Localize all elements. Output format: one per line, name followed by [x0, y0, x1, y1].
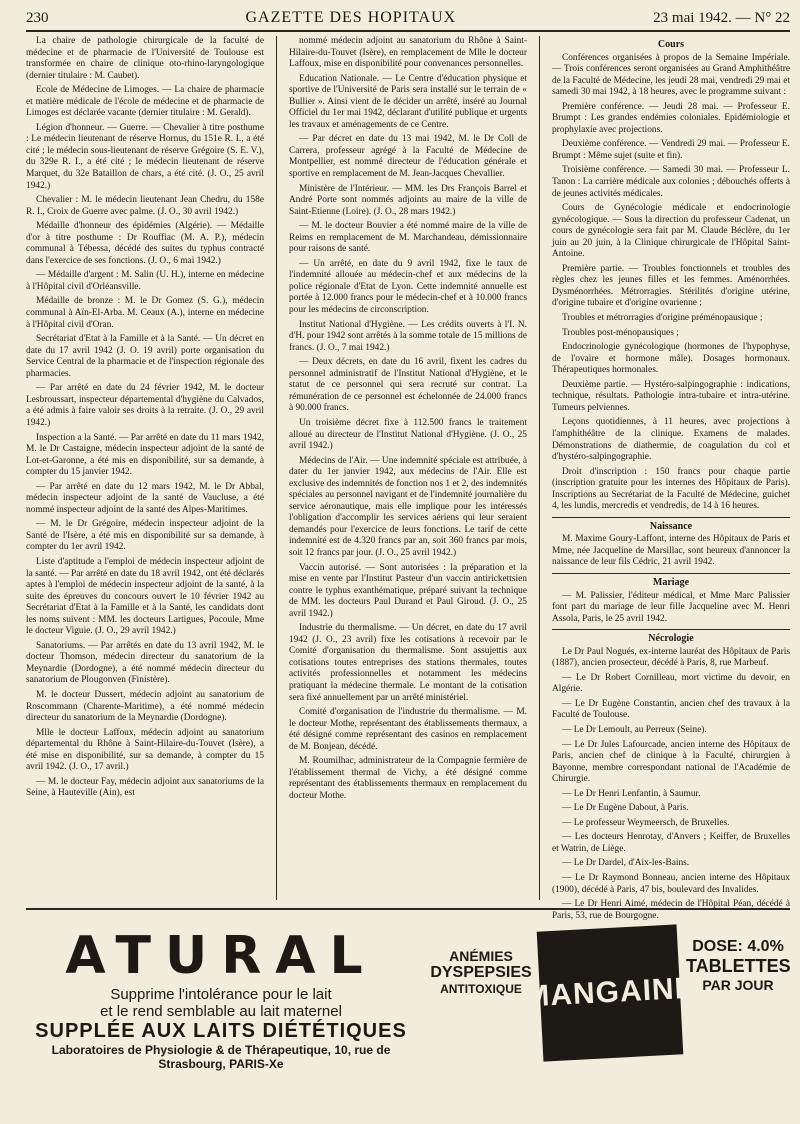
- article-paragraph: Education Nationale. — Le Centre d'éducation physique et sportive de l'Université de Paris sera installé sur le terrain de « Bullier ». Ainsi vient de le décider un arrêté, inséré au Journal Officiel du 1er mai 1942, déclarant d'utilité publique et urgents les travaux et aménagements de ce Centre.: [288, 73, 527, 130]
- article-paragraph: Sanatoriums. — Par arrêtés en date du 13 avril 1942, M. le docteur Thomson, médecin directeur du sanatorium de la Meynardie (Dordogne), a été nommé médecin directeur du sanatorium de Plougonven (Finistère).: [26, 640, 265, 686]
- section-separator: [552, 573, 790, 574]
- section-separator: [552, 629, 790, 630]
- advertisement-band: [26, 908, 790, 1074]
- section-separator: [552, 517, 790, 518]
- article-columns: [26, 36, 790, 921]
- section-heading-naissance: Naissance: [649, 520, 693, 532]
- article-paragraph: Ecole de Médecine de Limoges. — La chaire de pharmacie et matière médicale de l'école de médecine et de pharmacie de Limoges est déclarée vacante (dernier titulaire : M. Gerald).: [26, 85, 265, 119]
- dose-line-1: DOSE: 4.0%: [692, 938, 784, 955]
- issue-date: 23 mai 1942. — N° 22: [653, 9, 790, 26]
- atural-advertisement: [26, 926, 416, 1071]
- article-paragraph: Inspection a la Santé. — Par arrêté en date du 11 mars 1942, M. le Dr Castaigne, médecin inspecteur adjoint de la santé de Lot-et-Garonne, a été mis en disponibilité, sur sa demande, à compter du 15 janvier 1942.: [26, 432, 265, 478]
- mangaine-brand: MANGAINE: [523, 971, 697, 1014]
- mangaine-advertisement: [523, 924, 697, 1061]
- mariage-section: [552, 591, 790, 626]
- article-paragraph: — M. le Dr Grégoire, médecin inspecteur adjoint de la Santé de l'Isère, a été mis en disponibilité sur sa demande, à compter du 1er avril 1942.: [26, 519, 265, 553]
- article-paragraph: Cours de Gynécologie médicale et endocrinologie gynécologique. — Sous la direction du professeur Cadenat, un cours de gynécologie sera fait par M. Claude Béclère, du 1er juin au 20 juin, à la Clinique chirurgicale de l'Hôpital Saint-Antoine.: [551, 203, 790, 260]
- dose-line-2: TABLETTES: [686, 956, 791, 976]
- section-heading-necrologie: Nécrologie: [648, 633, 694, 645]
- article-paragraph: Troisième conférence. — Samedi 30 mai. — Professeur L. Tanon : La carrière médicale aux colonies ; débouchés offerts à de jeunes activités médicales.: [551, 165, 790, 199]
- article-paragraph: — Par arrêté en date du 24 février 1942, M. le docteur Lesbroussart, inspecteur départemental d'hygiène du Calvados, a été admis à faire valoir ses droits à la retraite. (J. O., 29 avril 1942.): [26, 383, 265, 428]
- article-paragraph: — Par décret en date du 13 mai 1942, M. le Dr Coll de Carrera, professeur agrégé à la Faculté de Médecine de Montpellier, est nommé directeur de l'éducation générale et sportive en remplacement de M. Jean-Jacques Chevallier.: [288, 134, 527, 180]
- article-paragraph: Chevalier : M. le médecin lieutenant Jean Chedru, du 158e R. I., Croix de Guerre avec palme. (J. O., 30 avril 1942.): [26, 195, 265, 217]
- article-paragraph: Leçons quotidiennes, à 11 heures, avec projections à l'amphithéâtre de la clinique. Examens de malades. Démonstrations de diathermie, de coagulation du col et d'hystéro-salpingographie.: [551, 417, 790, 463]
- column-1: [26, 36, 264, 900]
- article-paragraph: Deuxième partie. — Hystéro-salpingographie : indications, technique, résultats. Pathologie intra-tubaire et intra-utérine. Tumeurs pelviennes.: [551, 379, 790, 413]
- section-heading-cours: Cours: [657, 39, 685, 50]
- article-paragraph: Légion d'honneur. — Guerre. — Chevalier à titre posthume : Le médecin lieutenant de réserve Hornus, du 151e R. I., a été cité ; le médecin sous-lieutenant de réserve Grégoire (S. E. V.), du 329e R. I., a été cité ; le médecin lieutenant de réserve Marquet, du 32e Bataillon de chars, a été cité. (J. O., 25 avril 1942.): [26, 122, 265, 191]
- article-paragraph: nommé médecin adjoint au sanatorium du Rhône à Saint-Hilaire-du-Touvet (Isère), en remplacement de Mlle le docteur Laffoux, mise en disponibilité pour convenances personnelles.: [288, 36, 527, 70]
- article-paragraph: Médecins de l'Air. — Une indemnité spéciale est attribuée, à dater du 1er janvier 1942, aux médecins de l'Air. Elle est exclusive des indemnités de fonction nos 1 et 2, des indemnités spéciales au personnel navigant et de l'indemnité journalière du service aéronautique, mais elle implique pour les intéressés l'obligation d'accomplir les services aériens qui leur seraient demandés pour l'exercice de leurs fonctions. Le tarif de cette indemnité est de 4.320 francs par an, soit 360 francs par mois, soit 12 francs par jour. (J. O., 25 avril 1942.): [288, 455, 527, 558]
- article-paragraph: — Médaille d'argent : M. Salin (U. H.), interne en médecine à l'Hôpital civil d'Orléansville.: [26, 270, 265, 292]
- article-paragraph: — Deux décrets, en date du 16 avril, fixent les cadres du personnel administratif de l'Institut National d'Hygiène, et le statut de ce personnel qui sera recruté sur contrat. La rémunération de ce personnel est échelonnée de 24.000 francs à 90.000 francs.: [288, 357, 527, 414]
- article-paragraph: Liste d'aptitude a l'emploi de médecin inspecteur adjoint de la santé. — Par arrêté en date du 18 avril 1942, ont été déclarés aptes à l'emploi de médecin inspecteur adjoint de la santé, à la suite des épreuves du concours ouvert le 10 février 1942 au Secrétariat d'Etat à la Famille et à la Santé, les candidats dont les noms suivent : MM. les docteurs Lartigues, Pocoule, Mme le docteur Viguie. (J. O., 29 avril 1942.): [26, 556, 265, 637]
- article-paragraph: Droit d'inscription : 150 francs pour chaque partie (inscription gratuite pour les internes des Hôpitaux de Paris). Inscriptions au Secrétariat de la Faculté de Médecine, guichet 4, les lundis, mercredis et vendredis, de 14 à 16 heures.: [551, 466, 790, 512]
- article-paragraph: — M. Palissier, l'éditeur médical, et Mme Marc Palissier font part du mariage de leur fille Jacqueline avec M. Henri Assola, Paris, le 25 avril 1942.: [551, 590, 790, 624]
- page-number: 230: [26, 9, 49, 26]
- section-heading-mariage: Mariage: [652, 576, 690, 588]
- article-paragraph: Médaille d'honneur des épidémies (Algérie). — Médaille d'or à titre posthume : Dr Rouffiac (M. A. P.), médecin communal à Tébessa, décédé des suites du typhus contracté dans l'exercice de ses fonctions. (J. O., 6 mai 1942.): [26, 221, 265, 266]
- article-paragraph: — Le professeur Weymeersch, de Bruxelles.: [561, 817, 730, 828]
- atural-line-1: Supprime l'intolérance pour le lait: [110, 986, 332, 1003]
- article-paragraph: M. Roumilhac, administrateur de la Compagnie fermière de l'établissement thermal de Vichy, a été désigné comme représentant des établissements thermaux en remplacement du docteur Mothe.: [288, 756, 527, 801]
- naissance-section: [552, 534, 790, 569]
- article-paragraph: Ministère de l'Intérieur. — MM. les Drs François Barrel et André Porte sont nommés adjoints au maire de la ville de Saint-Etienne (Loire). (J. O., 28 mars 1942.): [288, 183, 527, 217]
- article-paragraph: Première conférence. — Jeudi 28 mai. — Professeur E. Brumpt : Les grandes endémies coloniales. Epidémiologie et prophylaxie avec projections.: [551, 101, 790, 135]
- article-paragraph: — Le Dr Jules Lafourcade, ancien interne des Hôpitaux de Paris, ancien chef de clinique à la Faculté, chirurgien à Bayonne, membre correspondant national de l'Académie de Chirurgie.: [551, 739, 790, 785]
- atural-line-3: SUPPLÉE AUX LAITS DIÉTÉTIQUES: [35, 1020, 407, 1042]
- article-paragraph: M. Maxime Goury-Laffont, interne des Hôpitaux de Paris et Mme, née Jacqueline de Marsillac, sont heureux d'annoncer la naissance de leur fils Cédric, 21 avril 1942.: [551, 534, 790, 568]
- article-paragraph: La chaire de pathologie chirurgicale de la faculté de médecine et de pharmacie de l'Université de Toulouse est transformée en chaire de clinique oto-rhino-laryngologique (dernier titulaire : M. Caubet).: [26, 36, 265, 81]
- dose-advertisement: [686, 938, 790, 993]
- article-paragraph: Troubles post-ménopausiques ;: [561, 327, 679, 338]
- article-paragraph: Secrétariat d'Etat à la Famille et à la Santé. — Un décret en date du 17 avril 1942 (J. O. 19 avril) porte organisation du Service Central de la pharmacie et de l'inspection régionale des pharmacies.: [26, 334, 265, 379]
- anemies-line-1: ANÉMIES: [449, 948, 513, 964]
- atural-line-2: et le rend semblable au lait maternel: [100, 1003, 342, 1020]
- article-paragraph: — Par arrêté en date du 12 mars 1942, M. le Dr Abbal, médecin inspecteur adjoint de la santé de Vaucluse, a été nommé inspecteur adjoint de la santé des Alpes-Maritimes.: [26, 481, 265, 515]
- column-3: [551, 36, 790, 921]
- atural-line-4: Laboratoires de Physiologie & de Thérapeutique, 10, rue de Strasbourg, PARIS-Xe: [51, 1043, 391, 1071]
- page-header: [26, 6, 790, 32]
- article-paragraph: — Le Dr Henri Lenfantin, à Saumur.: [561, 788, 701, 799]
- column-2: [289, 36, 527, 900]
- column-divider: [539, 36, 540, 900]
- article-paragraph: Mlle le docteur Laffoux, médecin adjoint au sanatorium départemental du Rhône à Saint-Hilaire-du-Touvet (Isère), a été mise en disponibilité, sur sa demande, à compter du 15 avril 1942. (J. O., 17 avril.): [26, 727, 265, 773]
- article-paragraph: Le Dr Paul Nogués, ex-interne lauréat des Hôpitaux de Paris (1887), ancien prosecteur, décédé à Paris, 8, rue Marbeuf.: [551, 646, 790, 669]
- article-paragraph: Industrie du thermalisme. — Un décret, en date du 17 avril 1942 (J. O., 23 avril) fixe les cotisations à recevoir par le Comité d'organisation du thermalisme. Sont assujettis aux cotisations toutes entreprises des stations thermales, toutes activités professionnelles et notamment les médecins pratiquant la médecine thermale. Le montant de la cotisation sera fixé annuellement par un arrêté ministériel.: [288, 623, 527, 703]
- article-paragraph: M. le docteur Dussert, médecin adjoint au sanatorium de Roscommann (Charente-Maritime), a été nommé médecin directeur du sanatorium de la Meynardie (Dordogne).: [26, 689, 265, 724]
- anemies-line-3: ANTITOXIQUE: [440, 982, 522, 996]
- article-paragraph: — Le Dr Raymond Bonneau, ancien interne des Hôpitaux (1900), décédé à Paris, 47 bis, boulevard des Invalides.: [551, 873, 790, 895]
- dose-line-3: PAR JOUR: [702, 977, 774, 993]
- article-paragraph: — Le Dr Lemoult, au Perreux (Seine).: [561, 724, 707, 735]
- article-paragraph: Comité d'organisation de l'industrie du thermalisme. — M. le docteur Mothe, représentant des établissements thermaux, a été désigné comme représentant des casinos en remplacement de M. Bonjean, décédé.: [288, 707, 527, 752]
- article-paragraph: Deuxième conférence. — Vendredi 29 mai. — Professeur E. Brumpt : Même sujet (suite et fin).: [551, 139, 790, 161]
- article-paragraph: Vaccin autorisé. — Sont autorisées : la préparation et la mise en vente par l'Institut Pasteur d'un vaccin antirickettsien contre le typhus exanthématique, préparé suivant la technique de MM. les docteurs Paul Durand et Paul Giroud. (J. O., 25 avril 1942.): [288, 562, 527, 619]
- article-paragraph: Endocrinologie gynécologique (hormones de l'hypophyse, de l'ovaire et hormone mâle). Dosages hormonaux. Thérapeutiques hormonales.: [551, 342, 790, 376]
- article-paragraph: — Le Dr Eugène Constantin, ancien chef des travaux à la Faculté de Toulouse.: [551, 698, 790, 721]
- article-paragraph: Conférences organisées à propos de la Semaine Impériale. — Trois conférences seront organisées au Grand Amphithéâtre de la Faculté de Médecine, les jeudi 28 mai, vendredi 29 mai et samedi 30 mai 1942, à 18 heures, avec le programme suivant :: [551, 52, 790, 98]
- cours-section: [552, 53, 790, 513]
- atural-brand: ATURAL: [65, 926, 377, 986]
- article-paragraph: — Un arrêté, en date du 9 avril 1942, fixe le taux de l'indemnité allouée au médecin-chef et aux médecins de la police régionale d'Etat de Lyon. Cette indemnité annuelle est portée à 12.000 francs pour le médecin-chef et à 10.000 francs pour les médecins de circonscription.: [288, 258, 527, 316]
- article-paragraph: Troubles et métrorragies d'origine préménopausique ;: [561, 313, 763, 324]
- article-paragraph: — Le Dr Henri Aimé, médecin de l'Hôpital Péan, décédé à Paris, 53, rue de Bourgogne.: [551, 899, 790, 921]
- article-paragraph: — Le Dr Dardel, d'Aix-les-Bains.: [561, 858, 690, 869]
- necrologie-section: [552, 647, 790, 922]
- article-paragraph: — Les docteurs Henrotay, d'Anvers ; Keiffer, de Bruxelles et Watrin, de Liège.: [551, 832, 790, 854]
- article-paragraph: — Le Dr Robert Cornilleau, mort victime du devoir, en Algérie.: [551, 672, 790, 695]
- article-paragraph: Institut National d'Hygiène. — Les crédits ouverts à l'I. N. d'H. pour 1942 sont arrêtés à la somme totale de 15 millions de francs. (J. O., 7 mai 1942.): [288, 319, 527, 353]
- anemies-advertisement: [426, 948, 536, 996]
- anemies-line-2: DYSPEPSIES: [430, 964, 532, 981]
- article-paragraph: — Le Dr Eugène Dabout, à Paris.: [561, 803, 689, 814]
- article-paragraph: Première partie. — Troubles fonctionnels et troubles des règles chez les jeunes filles et les femmes. Aménorrhées. Dysménorrhées. Métrorragies. Stérilités d'origine utérine, d'origine tubaire et d'origine ovarienne ;: [551, 263, 790, 309]
- publication-title: GAZETTE DES HOPITAUX: [245, 9, 457, 26]
- article-paragraph: Médaille de bronze : M. le Dr Gomez (S. G.), médecin communal à Aïn-El-Arba. M. Ceaux (A.), interne en médecine à l'Hôpital civil d'Oran.: [26, 296, 265, 330]
- article-paragraph: — M. le docteur Fay, médecin adjoint aux sanatoriums de la Seine, à Hauteville (Ain), est: [26, 776, 265, 799]
- column-divider: [276, 36, 277, 900]
- article-paragraph: Un troisième décret fixe à 112.500 francs le traitement alloué au directeur de l'Institut National d'Hygiène. (J. O., 25 avril 1942.): [288, 417, 527, 452]
- article-paragraph: — M. le docteur Bouvier a été nommé maire de la ville de Reims en remplacement de M. Marchandeau, démissionnaire pour raisons de santé.: [288, 221, 527, 255]
